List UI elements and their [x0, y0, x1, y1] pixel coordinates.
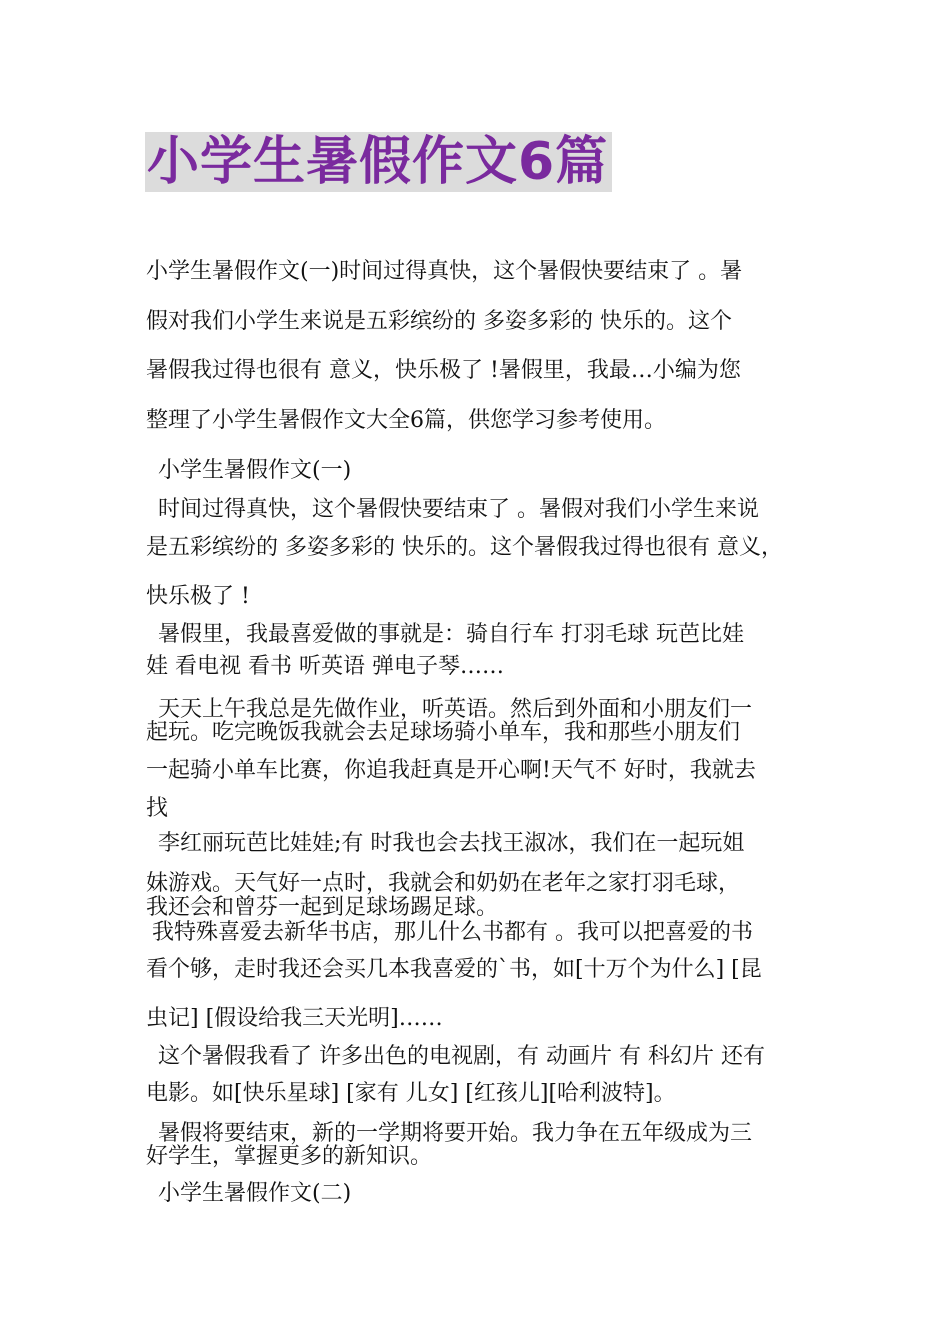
- body-line: 好学生，掌握更多的新知识。: [146, 1144, 433, 1169]
- body-line: 这个暑假我看了 许多出色的电视剧，有 动画片 有 科幻片 还有: [158, 1044, 765, 1069]
- body-line: 找: [146, 796, 169, 821]
- body-line: 我特殊喜爱去新华书店，那儿什么书都有 。我可以把喜爱的书: [152, 920, 753, 945]
- body-line: 李红丽玩芭比娃娃;有 时我也会去找王淑冰，我们在一起玩姐: [158, 831, 745, 856]
- body-line: 暑假里，我最喜爱做的事就是：骑自行车 打羽毛球 玩芭比娃: [158, 622, 744, 647]
- section-heading-1: 小学生暑假作文(一): [158, 458, 352, 483]
- intro-line-1: 小学生暑假作文(一)时间过得真快，这个暑假快要结束了 。暑: [146, 259, 743, 284]
- body-line: 我还会和曾芬一起到足球场踢足球。: [146, 895, 499, 920]
- intro-line-4: 整理了小学生暑假作文大全6篇，供您学习参考使用。: [146, 408, 666, 433]
- body-line: 妹游戏。天气好一点时，我就会和奶奶在老年之家打羽毛球，: [146, 871, 741, 896]
- body-line: 看个够，走时我还会买几本我喜爱的`书，如[十万个为什么] [昆: [146, 957, 762, 982]
- body-line: 暑假将要结束，新的一学期将要开始。我力争在五年级成为三: [158, 1121, 753, 1146]
- body-line: 天天上午我总是先做作业，听英语。然后到外面和小朋友们一: [158, 697, 753, 722]
- section-heading-2: 小学生暑假作文(二): [158, 1181, 352, 1206]
- body-line: 娃 看电视 看书 听英语 弹电子琴……: [146, 654, 504, 679]
- body-line: 一起骑小单车比赛，你追我赶真是开心啊!天气不 好时，我就去: [146, 758, 756, 783]
- body-line: 电影。如[快乐星球] [家有 儿女] [红孩儿][哈利波特]。: [146, 1081, 676, 1106]
- body-line: 时间过得真快，这个暑假快要结束了 。暑假对我们小学生来说: [158, 497, 759, 522]
- intro-line-3: 暑假我过得也很有 意义，快乐极了 !暑假里，我最…小编为您: [146, 358, 741, 383]
- body-line: 是五彩缤纷的 多姿多彩的 快乐的。这个暑假我过得也很有 意义，: [146, 535, 783, 560]
- body-line: 虫记] [假设给我三天光明]……: [146, 1006, 443, 1031]
- body-line: 快乐极了 !: [146, 584, 250, 609]
- document-title: 小学生暑假作文6篇: [145, 132, 612, 192]
- body-line: 起玩。吃完晚饭我就会去足球场骑小单车，我和那些小朋友们: [146, 720, 741, 745]
- intro-line-2: 假对我们小学生来说是五彩缤纷的 多姿多彩的 快乐的。这个: [146, 309, 732, 334]
